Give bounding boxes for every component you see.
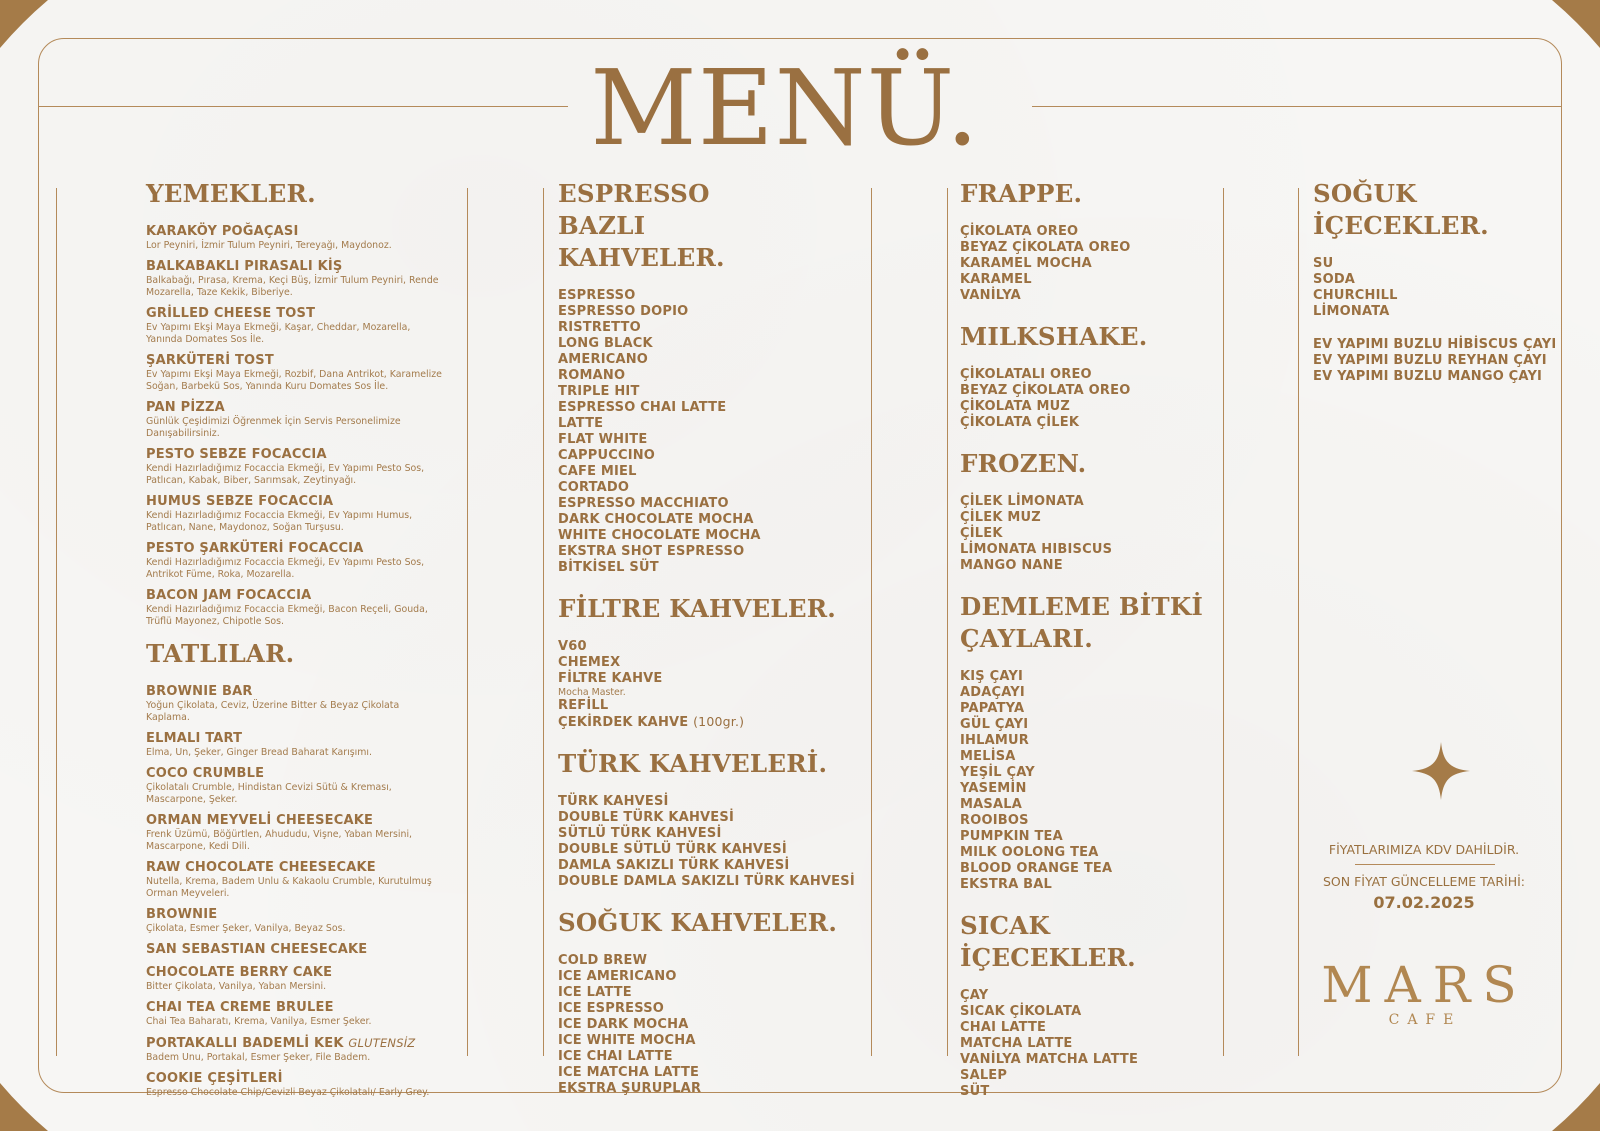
section-heading-frozen: FROZEN.: [960, 449, 1087, 478]
section-heading-soguk-kahveler: SOĞUK KAHVELER.: [558, 908, 838, 937]
item-name: COCO CRUMBLE: [146, 766, 265, 781]
item-name: CHOCOLATE BERRY CAKE: [146, 965, 333, 980]
soguk-icecekler-list-2: [1313, 337, 1563, 385]
item-name: HUMUS SEBZE FOCACCIA: [146, 494, 334, 509]
column-coffee: [558, 178, 858, 1097]
list-item: EV YAPIMI BUZLU HİBİSCUS ÇAYI: [1313, 337, 1557, 352]
list-item: ROMANO: [558, 368, 626, 383]
list-item: MANGO NANE: [960, 558, 1063, 573]
list-item: EKSTRA ŞURUPLAR: [558, 1081, 702, 1096]
list-item: CHURCHILL: [1313, 288, 1398, 303]
list-item: ROOIBOS: [960, 813, 1029, 828]
list-item: DOUBLE SÜTLÜ TÜRK KAHVESİ: [558, 842, 787, 857]
list-item: SÜTLÜ TÜRK KAHVESİ: [558, 826, 722, 841]
item-name: BROWNIE: [146, 907, 218, 922]
item-name: ŞARKÜTERİ TOST: [146, 353, 274, 368]
column-cold-drinks: [1313, 178, 1563, 385]
column-divider: [56, 188, 57, 1056]
list-item: ADAÇAYI: [960, 685, 1025, 700]
turk-list: [558, 794, 858, 890]
espresso-list: [558, 288, 858, 576]
item-name: GRİLLED CHEESE TOST: [146, 306, 316, 321]
list-item: YEŞİL ÇAY: [960, 765, 1035, 780]
update-label: SON FİYAT GÜNCELLEME TARİHİ:: [1322, 874, 1525, 889]
section-heading-soguk-icecekler: SOĞUK İÇECEKLER.: [1313, 179, 1489, 240]
item-description: Kendi Hazırladığımız Focaccia Ekmeği, Ev Yapımı Pesto Sos, Antrikot Füme, Roka, Mozarella.: [146, 557, 425, 580]
section-heading-yemekler: YEMEKLER.: [146, 179, 316, 208]
item-name: ELMALI TART: [146, 731, 243, 746]
menu-item: [146, 942, 446, 958]
tax-note: FİYATLARIMIZA KDV DAHİLDİR.: [1328, 842, 1520, 857]
list-item: ÇİLEK MUZ: [960, 510, 1041, 525]
list-item: PAPATYA: [960, 701, 1025, 716]
list-item: KARAMEL MOCHA: [960, 256, 1092, 271]
corner-ornament-bottom-left: [0, 1083, 48, 1131]
list-item: ICE WHITE MOCHA: [558, 1033, 696, 1048]
list-item: COLD BREW: [558, 953, 648, 968]
list-item: ÇİLEK LİMONATA: [960, 494, 1084, 509]
demleme-list: [960, 669, 1210, 893]
list-item: KIŞ ÇAYI: [960, 669, 1024, 684]
menu-item: [146, 306, 446, 346]
tatlilar-list: [146, 684, 446, 1099]
list-item: CAFE MIEL: [558, 464, 637, 479]
list-item: BEYAZ ÇİKOLATA OREO: [960, 383, 1131, 398]
section-heading-filtre: FİLTRE KAHVELER.: [558, 594, 837, 623]
column-divider: [467, 188, 468, 1056]
section-heading-tatlilar: TATLILAR.: [146, 639, 295, 668]
list-item: AMERICANO: [558, 352, 649, 367]
menu-item: [146, 588, 446, 628]
list-item: DOUBLE TÜRK KAHVESİ: [558, 810, 734, 825]
list-item: CHAI LATTE: [960, 1020, 1047, 1035]
section-heading-espresso: ESPRESSO BAZLI KAHVELER.: [558, 179, 725, 272]
list-item: ÇİKOLATALI OREO: [960, 367, 1092, 382]
list-item: TÜRK KAHVESİ: [558, 794, 669, 809]
corner-ornament-top-left: [0, 0, 48, 48]
list-item: VANİLYA MATCHA LATTE: [960, 1052, 1139, 1067]
list-item: ICE ESPRESSO: [558, 1001, 665, 1016]
menu-item: [146, 1035, 446, 1064]
item-name: COOKIE ÇEŞİTLERİ: [146, 1071, 283, 1086]
item-description: Kendi Hazırladığımız Focaccia Ekmeği, Bacon Reçeli, Gouda, Trüflü Mayonez, Chipotle Sos.: [146, 604, 428, 627]
logo-wordmark: MARS: [1321, 956, 1529, 1014]
column-divider: [871, 188, 872, 1056]
menu-item: [146, 1000, 446, 1028]
title-rule-left: [38, 106, 568, 107]
list-item: ESPRESSO MACCHIATO: [558, 496, 729, 511]
item-name: CHAI TEA CREME BRULEE: [146, 1000, 334, 1015]
corner-ornament-bottom-right: [1552, 1083, 1600, 1131]
logo-subtitle: CAFE: [1388, 1012, 1462, 1028]
item-name: SAN SEBASTIAN CHEESECAKE: [146, 942, 368, 957]
item-description: Lor Peyniri, İzmir Tulum Peyniri, Tereyağı, Maydonoz.: [146, 240, 392, 251]
list-item: EKSTRA SHOT ESPRESSO: [558, 544, 745, 559]
column-divider: [1223, 188, 1224, 1056]
list-item: CORTADO: [558, 480, 630, 495]
list-item: PUMPKIN TEA: [960, 829, 1063, 844]
item-description: Espresso Chocolate Chip/Cevizli Beyaz Çikolatalı/ Early Grey.: [146, 1087, 430, 1098]
page-title: MENÜ.: [590, 47, 980, 169]
list-item: SALEP: [960, 1068, 1008, 1083]
list-item: ICE CHAI LATTE: [558, 1049, 673, 1064]
list-item: ÇİKOLATA ÇİLEK: [960, 415, 1080, 430]
item-description: Ev Yapımı Ekşi Maya Ekmeği, Kaşar, Cheddar, Mozarella, Yanında Domates Sos İle.: [146, 322, 411, 345]
list-item: LONG BLACK: [558, 336, 653, 351]
list-item: TRIPLE HIT: [558, 384, 640, 399]
section-heading-frappe: FRAPPE.: [960, 179, 1083, 208]
menu-item: [146, 353, 446, 393]
item-weight: (100gr.): [693, 714, 745, 729]
menu-item: [146, 965, 446, 993]
item-name: PAN PİZZA: [146, 400, 225, 415]
list-item: BİTKİSEL SÜT: [558, 560, 659, 575]
list-item: LİMONATA HIBISCUS: [960, 542, 1113, 557]
item-description: Yoğun Çikolata, Ceviz, Üzerine Bitter & Beyaz Çikolata Kaplama.: [146, 700, 400, 723]
item-description: Nutella, Krema, Badem Unlu & Kakaolu Crumble, Kurutulmuş Orman Meyveleri.: [146, 876, 432, 899]
list-item: DAMLA SAKIZLI TÜRK KAHVESİ: [558, 858, 790, 873]
item-name: BACON JAM FOCACCIA: [146, 588, 312, 603]
list-item: ESPRESSO CHAI LATTE: [558, 400, 727, 415]
frozen-list: [960, 494, 1210, 574]
frappe-list: [960, 224, 1210, 304]
soguk-icecekler-list: [1313, 256, 1563, 320]
menu-item: [146, 541, 446, 581]
list-item: REFİLL: [558, 698, 609, 713]
list-item: ÇAY: [960, 988, 989, 1003]
soguk-kahveler-list: [558, 953, 858, 1097]
list-item: ICE MATCHA LATTE: [558, 1065, 700, 1080]
title-rule-right: [1032, 106, 1562, 107]
list-item: ÇEKİRDEK KAHVE (100gr.): [558, 714, 745, 730]
list-item: ÇİKOLATA OREO: [960, 224, 1079, 239]
list-item: SU: [1313, 256, 1334, 271]
list-item: SODA: [1313, 272, 1356, 287]
item-name: RAW CHOCOLATE CHEESECAKE: [146, 860, 376, 875]
item-description: Mocha Master.: [558, 687, 626, 698]
item-name: BALKABAKLI PIRASALI KİŞ: [146, 259, 343, 274]
item-description: Ev Yapımı Ekşi Maya Ekmeği, Rozbif, Dana Antrikot, Karamelize Soğan, Barbekü Sos, Yanında Kuru Domates Sos İle.: [146, 369, 442, 392]
list-item: WHITE CHOCOLATE MOCHA: [558, 528, 761, 543]
section-heading-milkshake: MILKSHAKE.: [960, 322, 1148, 351]
item-description: Çikolatalı Crumble, Hindistan Cevizi Sütü & Kreması, Mascarpone, Şeker.: [146, 782, 392, 805]
list-item: ESPRESSO: [558, 288, 636, 303]
list-item: ICE DARK MOCHA: [558, 1017, 689, 1032]
list-item: LATTE: [558, 416, 604, 431]
column-divider: [1298, 188, 1299, 1056]
yemekler-list: [146, 224, 446, 628]
footer-divider: [1355, 864, 1495, 865]
list-item: SÜT: [960, 1084, 990, 1099]
list-item: MATCHA LATTE: [960, 1036, 1073, 1051]
list-item: EKSTRA BAL: [960, 877, 1053, 892]
menu-item: [146, 400, 446, 440]
menu-item: [146, 494, 446, 534]
item-description: Çikolata, Esmer Şeker, Vanilya, Beyaz Sos.: [146, 923, 346, 934]
menu-item: [146, 907, 446, 935]
item-description: Frenk Üzümü, Böğürtlen, Ahududu, Vişne, Yaban Mersini, Mascarpone, Kedi Dili.: [146, 829, 413, 852]
list-item: V60: [558, 639, 587, 654]
list-item: VANİLYA: [960, 288, 1021, 303]
milkshake-list: [960, 367, 1210, 431]
list-item: FLAT WHITE: [558, 432, 648, 447]
column-divider: [947, 188, 948, 1056]
list-item: FİLTRE KAHVE: [558, 671, 663, 686]
list-item: EV YAPIMI BUZLU REYHAN ÇAYI: [1313, 353, 1547, 368]
menu-item: [146, 684, 446, 724]
item-description: Elma, Un, Şeker, Ginger Bread Baharat Karışımı.: [146, 747, 372, 758]
item-description: Bitter Çikolata, Vanilya, Yaban Mersini.: [146, 981, 327, 992]
column-divider: [543, 188, 544, 1056]
item-name: PORTAKALLI BADEMLİ KEK GLUTENSİZ: [146, 1036, 416, 1051]
list-item: YASEMİN: [960, 781, 1027, 796]
list-item: MASALA: [960, 797, 1022, 812]
menu-item: [146, 259, 446, 299]
list-item: EV YAPIMI BUZLU MANGO ÇAYI: [1313, 369, 1543, 384]
sicak-list: [960, 988, 1210, 1100]
list-item: IHLAMUR: [960, 733, 1029, 748]
item-name: PESTO ŞARKÜTERİ FOCACCIA: [146, 541, 364, 556]
item-description: Günlük Çeşidimizi Öğrenmek İçin Servis Personelimize Danışabilirsiniz.: [146, 416, 401, 439]
list-item: MILK OOLONG TEA: [960, 845, 1099, 860]
list-item: ESPRESSO DOPIO: [558, 304, 689, 319]
menu-item: [146, 1071, 446, 1099]
list-item: BEYAZ ÇİKOLATA OREO: [960, 240, 1131, 255]
list-item: LİMONATA: [1313, 304, 1390, 319]
corner-ornament-top-right: [1552, 0, 1600, 48]
menu-item: [146, 766, 446, 806]
list-item: CAPPUCCINO: [558, 448, 656, 463]
item-description: Chai Tea Baharatı, Krema, Vanilya, Esmer Şeker.: [146, 1016, 372, 1027]
list-item: ICE AMERICANO: [558, 969, 677, 984]
list-item: CHEMEX: [558, 655, 621, 670]
section-heading-turk: TÜRK KAHVELERİ.: [558, 749, 828, 778]
menu-item: [146, 813, 446, 853]
list-item: SICAK ÇİKOLATA: [960, 1004, 1082, 1019]
item-description: Kendi Hazırladığımız Focaccia Ekmeği, Ev Yapımı Humus, Patlıcan, Nane, Maydonoz, Soğan Turşusu.: [146, 510, 413, 533]
four-point-star-icon: [1412, 742, 1470, 800]
item-name: BROWNIE BAR: [146, 684, 253, 699]
update-date: 07.02.2025: [1373, 893, 1475, 912]
menu-item: [146, 224, 446, 252]
item-name: PESTO SEBZE FOCACCIA: [146, 447, 327, 462]
section-heading-sicak: SICAK İÇECEKLER.: [960, 911, 1136, 972]
item-tag: GLUTENSİZ: [348, 1036, 416, 1050]
item-description: Kendi Hazırladığımız Focaccia Ekmeği, Ev Yapımı Pesto Sos, Patlıcan, Kabak, Biber, Sarımsak, Zeytinyağı.: [146, 463, 425, 486]
menu-item: [146, 860, 446, 900]
column-food: [146, 178, 446, 1106]
menu-item: [146, 731, 446, 759]
item-name: KARAKÖY POĞAÇASI: [146, 224, 299, 239]
list-item: ÇİLEK: [960, 526, 1003, 541]
list-item: KARAMEL: [960, 272, 1032, 287]
list-item: DOUBLE DAMLA SAKIZLI TÜRK KAHVESİ: [558, 874, 855, 889]
list-item: MELİSA: [960, 749, 1016, 764]
menu-item: [146, 447, 446, 487]
item-description: Balkabağı, Pırasa, Krema, Keçi Büş, İzmir Tulum Peyniri, Rende Mozarella, Taze Kekik, Biberiye.: [146, 275, 439, 298]
list-item: DARK CHOCOLATE MOCHA: [558, 512, 754, 527]
list-item: ICE LATTE: [558, 985, 632, 1000]
list-item: GÜL ÇAYI: [960, 717, 1029, 732]
filtre-list: [558, 639, 858, 731]
list-item: RISTRETTO: [558, 320, 641, 335]
item-description: Badem Unu, Portakal, Esmer Şeker, File Badem.: [146, 1052, 371, 1063]
section-heading-demleme: DEMLEME BİTKİ ÇAYLARI.: [960, 592, 1204, 653]
mars-cafe-logo: [1300, 958, 1550, 1028]
column-cold-hot: [960, 178, 1210, 1100]
item-name: ORMAN MEYVELİ CHEESECAKE: [146, 813, 374, 828]
list-item: ÇİKOLATA MUZ: [960, 399, 1071, 414]
list-item: BLOOD ORANGE TEA: [960, 861, 1113, 876]
